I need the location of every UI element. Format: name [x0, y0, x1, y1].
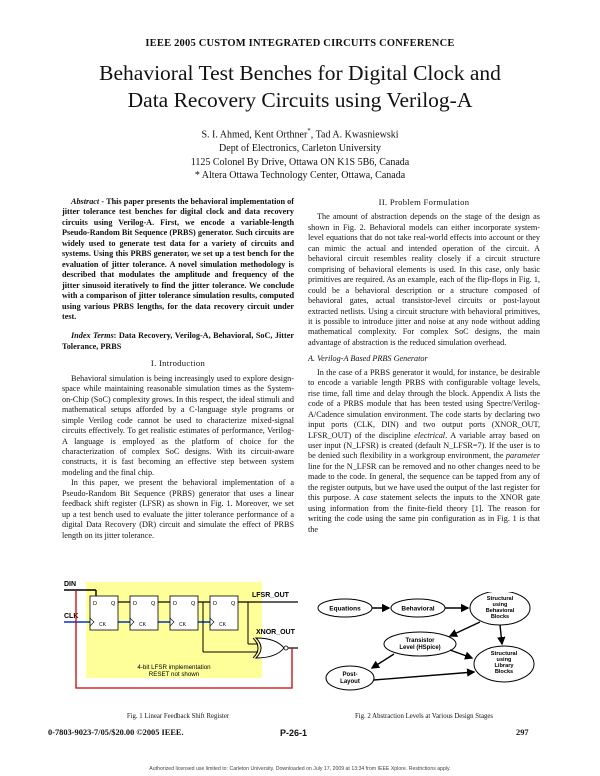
left-column [62, 197, 294, 541]
svg-text:Level (HSpice): Level (HSpice) [399, 645, 441, 651]
author-names: S. I. Ahmed, Kent Orthner*, Tad A. Kwasniewski [201, 127, 399, 141]
svg-text:D: D [213, 601, 217, 607]
flip-flop-4 [210, 596, 238, 630]
svg-text:Blocks: Blocks [494, 669, 514, 675]
flip-flop-2 [130, 596, 158, 630]
footer-page-number: 297 [516, 728, 529, 737]
subsection-a-heading: A. Verilog-A Based PRBS Generator [308, 354, 428, 364]
svg-text:D: D [93, 601, 97, 607]
svg-text:Library: Library [494, 663, 514, 669]
index-terms: Index Terms: Data Recovery, Verilog-A, Behavioral, SoC, Jitter Tolerance, PRBS [62, 331, 294, 351]
xnor-out-label: XNOR_OUT [256, 629, 295, 636]
flip-flop-1 [90, 596, 118, 630]
svg-text:CK: CK [179, 622, 186, 628]
figure-1-lfsr-diagram [62, 574, 300, 704]
svg-text:Structural: Structural [486, 596, 514, 602]
svg-text:CK: CK [99, 622, 106, 628]
svg-text:Structural: Structural [490, 651, 518, 657]
problem-paragraph-1: The amount of abstraction depends on the stage of the design as shown in Fig. 2. Behavioral models can either incorporate system-level equations that do not take real-world effects into account or they can mimic the actual and intended operation of the circuit. A behavioral circuit resembles reality closely if a circuit structure comprising of behavioral elements is used. In this case, only basic primitives are required. As an example, each of the flip-flops in Fig. 1, could be a behavioral description or a structure composed of behavioral gates, actual transistor-level circuits or post-layout extracted netlists. Using a circuit structure with behavioral primitives, it is possible to introduce jitter and noise at any node without adding mathematical complexity. For complex SoC designs, the main advantage of abstraction is the reduced simulation overhead. [308, 212, 540, 347]
author-block [100, 125, 500, 183]
svg-text:CK: CK [139, 622, 146, 628]
svg-text:Blocks: Blocks [490, 614, 510, 620]
svg-text:Q: Q [191, 601, 196, 607]
lfsr-note-1: 4-bit LFSR implementation [137, 664, 211, 671]
clk-label: CLK [64, 613, 79, 620]
node-post-layout [326, 666, 374, 690]
figure-1-caption: Fig. 1 Linear Feedback Shift Register [126, 713, 230, 720]
intro-paragraph-1: Behavioral simulation is being increasingly used to explore design-space while maintaining reasonable simulation times as the System-on-Chip (SoC) complexity grows. In this respect, the ideal stimuli and mathematical setups afforded by a C-language style programs or simple Verilog code cannot be used to characterize mixed-signal circuits effectively. To get realistic estimates of performance, Verilog-A language is employed as the platform of choice for the characterization of complex SoC designs. With its circuit-aware constructs, it is fast becoming an effective step between system modeling and the final chip. [62, 373, 294, 477]
abstract: Abstract - This paper presents the behavioral implementation of jitter tolerance test benches for digital clock and data recovery circuits using Verilog-A. First, we encode a variable-length Pseudo-Random Bit Sequence (PRBS) generator. Such circuits are widely used to generate test data for a variety of circuits and systems. Using this PRBS generator, we set up a test bench for the evaluation of jitter tolerance. A novel simulation methodology is described that modulates the amplitude and frequency of the jitter sinusoid iteratively to find the jitter tolerance. We conclude with a comparison of jitter tolerance simulation results, computed using various PRBS lengths, for the data recovery circuit under test. [62, 197, 294, 321]
svg-text:Q: Q [231, 601, 236, 607]
conference-header: IEEE 2005 CUSTOM INTEGRATED CIRCUITS CONFERENCE [145, 38, 455, 49]
authorized-use-notice: Authorized licensed use limited to: Carleton University. Downloaded on July 17, 2009 at 13:34 from IEEE Xplore. Restrictions apply. [149, 766, 451, 772]
svg-text:Q: Q [151, 601, 156, 607]
intro-paragraph-2: In this paper, we present the behavioral implementation of a Pseudo-Random Bit Sequence (PRBS) generator that uses a linear feedback shift register (LFSR) as shown in Fig. 1. Moreover, we set up a test bench used to evaluate the jitter tolerance performance of a digital Data Recovery (DR) circuit and simulate the effect of PRBS length on its jitter tolerance. [62, 478, 294, 540]
lfsr-out-label: LFSR_OUT [252, 592, 289, 599]
node-transistor-level [384, 632, 456, 656]
flip-flop-3 [170, 596, 198, 630]
footer-page-code: P-26-1 [280, 728, 308, 738]
svg-text:Q: Q [111, 601, 116, 607]
author-dept: Dept of Electronics, Carleton University [219, 142, 381, 154]
intro-heading: I. Introduction [150, 358, 206, 369]
author-altera: * Altera Ottawa Technology Center, Ottawa, Canada [194, 170, 406, 182]
svg-text:CK: CK [219, 622, 226, 628]
problem-heading: II. Problem Formulation [378, 197, 470, 207]
svg-text:Behavioral: Behavioral [401, 605, 435, 613]
subsection-a-paragraph: In the case of a PRBS generator it would, for instance, be desirable to encode a variable length PRBS with configurable voltage levels, rise time, fall time and delay through the block. Appendix A lists the code of a PRBS module that has been tested using Spectre/Verilog-A/Cadence simulation environment. The code starts by declaring two input ports (CLK, DIN) and two output ports (XNOR_OUT, LFSR_OUT) of the discipline electrical. A variable array based on user input (N_LFSR) is created (default N_LFSR=7). If the user is to be denied such flexibility in a workgroup environment, the parameter line for the N_LFSR can be removed and no other changes need to be made to the code. In general, the sequence can be tapped from any of the register outputs, but we have used the output of the last register for this purpose. A case statement selects the inputs to the XNOR gate using information from the finite-field theory [1]. The reason for writing the code using the same pin configuration as in Fig. 1 is that the [308, 367, 540, 534]
svg-text:Transistor: Transistor [405, 638, 435, 644]
svg-text:D: D [173, 601, 177, 607]
figure-2-abstraction-diagram [310, 592, 542, 700]
title-line-1: Behavioral Test Benches for Digital Clock and [99, 61, 501, 85]
lfsr-note-2: RESET not shown [148, 671, 200, 678]
svg-text:using: using [492, 602, 508, 608]
right-column [308, 197, 540, 535]
svg-text:using: using [496, 657, 512, 663]
figure-2-caption: Fig. 2 Abstraction Levels at Various Design Stages [354, 713, 494, 720]
svg-text:Post-: Post- [342, 672, 358, 678]
svg-text:Layout: Layout [340, 679, 360, 685]
svg-text:Behavioral: Behavioral [485, 608, 515, 614]
footer-isbn: 0-7803-9023-7/05/$20.00 ©2005 IEEE. [48, 728, 184, 737]
title-line-2: Data Recovery Circuits using Verilog-A [127, 88, 473, 112]
author-address: 1125 Colonel By Drive, Ottawa ON K1S 5B6, Canada [190, 156, 410, 168]
svg-text:D: D [133, 601, 137, 607]
svg-text:Equations: Equations [329, 605, 361, 613]
paper-title [60, 60, 540, 114]
din-label: DIN [64, 581, 77, 588]
